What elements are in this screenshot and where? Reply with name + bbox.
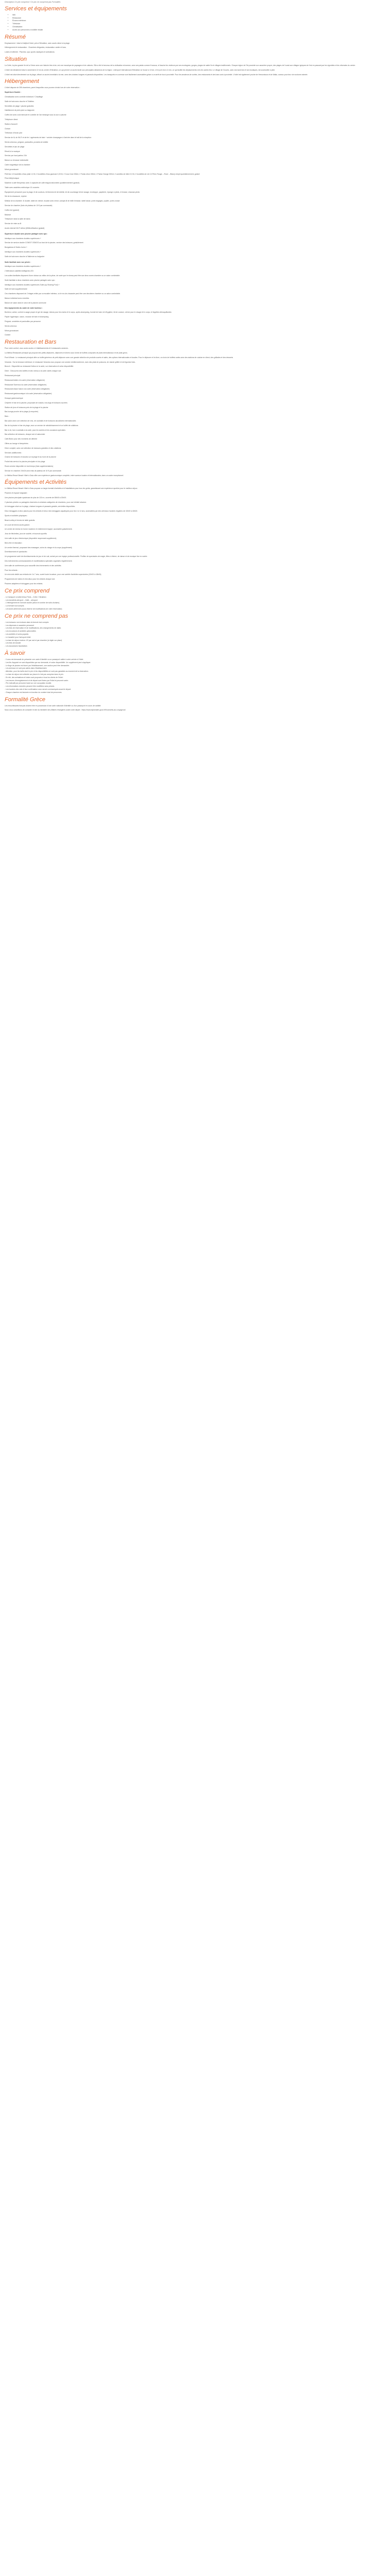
restauration-paragraph: Bar de la piscine et bar de plage, avec un service de rafraîchissement et un buffet de collations [5, 424, 78, 427]
asavoir-item: - Chaque chambre est facturée en fonction du nombre total de personnes. [5, 691, 62, 693]
loisirs-paragraph: Sports et activités physiques : [5, 515, 28, 517]
services-section [5, 6, 386, 32]
room-feature: Télévision d'écran plat [5, 132, 22, 134]
asavoir-item: - Les animaux ne sont pas admis dans l'établissement. [5, 667, 47, 670]
loisirs-paragraph: Piscines et espace baignade : [5, 492, 28, 495]
resume-section [5, 34, 386, 54]
restauration-paragraph: La Mékka Restaurant principal qui propose des petits-déjeuners, déjeuners et dîners sous forme de buffets composés de plats internationaux et de plats grecs. [5, 351, 128, 354]
room-feature: Set de la chaussure, repérer [5, 195, 27, 198]
situation-section [5, 56, 386, 76]
loisirs-paragraph: Une salle de jeux électronique (disponible moyennant supplément). [5, 537, 57, 540]
room-feature: Cloison [5, 127, 11, 130]
restauration-paragraph: Pomi Wheat : Le restaurant principal offre un buffet généreux de petit-déjeuner avec une grande sélection de produits sucrés et salés, des options internationales et locales. Pour le déjeuner et le dîner, un choix de buffets variés avec des stations de cuisine en direct, des grillades et des desserts. [5, 356, 234, 359]
loisirs-paragraph: Bien-être et relaxation : [5, 541, 23, 544]
restauration-paragraph: Restaurant Asian fusion à la carte (réservation obligatoire) [5, 388, 50, 391]
room2-feature: Service de service double CONSIT OSMOS au bord de la piscine, service des boissons, gratuitement [5, 242, 84, 244]
loisirs-text [5, 487, 386, 586]
asavoir-section [5, 650, 386, 694]
formalites-text [5, 705, 386, 713]
asavoir-item: - Les informations données peuvent être modifiées sans préavis. [5, 685, 55, 688]
loisirs-paragraph: 2 piscines privées ou partagées réservées à certaines catégories de chambres, pour une intimité absolue. [5, 501, 87, 503]
room-feature: Serviettes et jeu de plage [5, 145, 25, 148]
room-feature: Table avec assiettes météorique 10 couverts [5, 186, 39, 189]
prix-exclus-section [5, 613, 386, 648]
page [0, 0, 391, 718]
loisirs-paragraph: Piscines adaptées et toboggans pour les enfants. [5, 583, 43, 585]
equipement-item: Cuisine [5, 334, 11, 336]
room-feature: Accès internet Wi-Fi début (Wifi/notification (gratuit) [5, 227, 45, 230]
room3-type-title: Suite familiale avec vue privée : [5, 261, 31, 263]
room-feature: Service par haut parleur 24h [5, 155, 27, 157]
service-item: • Restaurant [12, 17, 386, 20]
prix-inclus-item: - La formule tout compris [5, 605, 24, 607]
room3-feature: Ces chambres disposent de 2 étages reliés par un escalier intérieur, où le rez-de-chaussée peut être une deuxième chambre ou un salon confortable. [5, 293, 121, 295]
room-feature: Climatisation avec contrôle individuel / Chauffage [5, 95, 43, 98]
restauration-section [5, 339, 386, 477]
loisirs-paragraph: Programmes de loisirs et mini-disco pour les enfants chaque soir. [5, 578, 55, 581]
room-feature: Coffre-fort (gratuit) [5, 209, 19, 211]
loisirs-title: Équipements et Activités [5, 479, 67, 486]
tabs-description: Description Ce prix comprend / Ce prix ne comprend pas Formalités [5, 1, 61, 3]
room2-features [5, 238, 386, 259]
service-item: • Télévision [12, 23, 386, 26]
room3-feature: Suite familiale à deux chambres avec piscine partagée avec spa : [5, 279, 56, 281]
loisirs-paragraph: Un court de tennis accès gratuit. [5, 523, 30, 526]
restauration-paragraph: Bar à vin, bar à cocktails à la carte, pour les soirées et les occasions spéciales [5, 429, 66, 431]
loisirs-paragraph: Un centre thermal, proposant des massages, soins du visage et du corps (supplément). [5, 546, 73, 549]
asavoir-item: - La taxe de séjour est collectée sur place et n'est pas comprise dans le prix. [5, 673, 64, 675]
prix-inclus-item: - L'hébergement en formule double (selon le nombre de nuits choisies) [5, 602, 60, 604]
room-feature: Balance [5, 213, 11, 216]
room3-features [5, 265, 386, 304]
prix-exclus-item: - Les dépenses à caractère personnel [5, 624, 34, 626]
equipement-item: Papier hygiénique, savon, mousse de bain et shampoing [5, 316, 49, 318]
room-feature: Salle de bain avec douche et Toilettes [5, 100, 34, 103]
room3-feature: Identique aux chambres doubles supérieures + [5, 265, 41, 268]
prix-inclus-item: - Les transferts aéroport – hôtel – aéroport [5, 599, 38, 601]
situation-text [5, 64, 386, 76]
room3-feature: 2 téléviseurs satellite intelligents LED [5, 270, 34, 273]
hebergement-section [5, 78, 386, 304]
restauration-paragraph: Service en chambre 24h/24 avec frais de plateau de 10 € par commande. [5, 469, 62, 472]
room3-feature: Salle de bain supplémentaire [5, 288, 27, 291]
resume-title: Résumé [5, 33, 26, 40]
prix-exclus-item: - Les frais de réservation et de modifications, des changements de dates [5, 627, 61, 630]
room3-feature: Les suites familiales disposent d'une cloison au milieu de la pièce, de sorte que le niveau peut être aux deux zones chambre ou un salon confortable. [5, 275, 120, 277]
restauration-paragraph: Restaurant italien à la carte (réservation obligatoire) [5, 379, 45, 381]
hebergement-intro: L'hôtel dispose de 395 chambres, parmi lesquelles vous pourrez choisir lors de votre réservation : [5, 87, 80, 89]
equipement-item: Miroir grossissant [5, 329, 19, 332]
room-feature: Miroir grossissant [5, 168, 19, 171]
restauration-paragraph: Offres au lounge et tempérées [5, 442, 28, 445]
asavoir-item: - Les horaires des vols et leur confirmation vous seront communiqués avant le départ. [5, 688, 71, 690]
services-list [5, 14, 386, 32]
room-feature: Balcon ou terrasse individuelle [5, 159, 28, 162]
loisirs-paragraph: Jeux de fléchettes, jeux de société, et tournois sportifs. [5, 533, 47, 535]
restauration-paragraph: Chariot de boissons et snacks sur la plage et au bord de la piscine [5, 456, 56, 459]
room-type-title: Supérieure Double : [5, 91, 22, 94]
prix-inclus-section [5, 588, 386, 611]
service-item: • Écrans extérieurs [12, 20, 386, 23]
room-feature: Réveil à la musique [5, 150, 20, 152]
restauration-paragraph: Kiosque gastronomique [5, 397, 23, 399]
prix-exclus-item: - Les boissons non incluses dans la formule tout compris [5, 621, 49, 623]
resume-paragraph: Emplacement : Ideal à Kallyfort Hotel, près d'Héraklion, avec accès direct à la plage. [5, 42, 70, 44]
restauration-paragraph: Restaurant Taverna à la carte (réservation obligatoire) [5, 383, 46, 386]
equipements-section [5, 307, 386, 337]
prix-exclus-list [5, 621, 386, 648]
loisirs-paragraph: Une piscine principale spacieuse de plus de 130 m², ouverte de 08h00 à 20h00. [5, 496, 67, 499]
situation-title: Situation [5, 56, 27, 62]
room-feature: Prise téléphonique [5, 177, 20, 180]
services-title: Services et équipements [5, 5, 67, 12]
room-feature: Coffre-fort avec coût mensuel et contrôle de l'air échangé sous la cour à piscine [5, 114, 67, 116]
room3-feature: Balcon de salon dans le cœur de la piscine commune [5, 301, 46, 304]
equipement-item: Sèche-cheveux [5, 325, 17, 327]
restauration-paragraph: Room-service disponible en tout temps (frais supplémentaires) [5, 465, 54, 467]
prix-exclus-item: - Les activités et soins payants [5, 633, 29, 635]
asavoir-item: - Prix indicatif par personne basé sur une occupation double. [5, 682, 52, 685]
room-feature: Équipement personnel pour la plage, lit de couleurs, kit femmes kit de toilette, kit de coucheage kit de rasage, enveloppe, papeterie, éponge à pieds, et brosse, chausse-pieds [5, 191, 140, 193]
service-item: • Climatisation [12, 26, 386, 29]
restauration-paragraph: Services additionnels : [5, 451, 22, 454]
prix-inclus-title: Ce prix comprend [5, 587, 50, 594]
room-feature: Sèche-cheveux, peignoir, pantoufles, produits de toilette [5, 141, 48, 143]
equipement-item: Peignoir, serviettes et pantoufles par personne [5, 320, 41, 323]
room-feature: Machine à café Nespresso avec 4 capsules de café réapprovisionnées quotidiennement (gratuit) [5, 182, 79, 184]
prix-exclus-item: - La taxe de séjour environ 4 € par nuit et par chambre (à régler sur place) [5, 639, 62, 641]
service-item: • Wifi [12, 14, 386, 17]
formalites-title: Formalité Grèce [5, 696, 45, 703]
restauration-paragraph: Veranda : Sur la terrasse extérieure, le restaurant Veranda vous propose une cuisine méditerranéenne, avec des plats de poissons, de viande grillée et de légumes frais. [5, 361, 136, 363]
equipements-list [5, 316, 386, 337]
restauration-paragraph: Fruits frais servis à la piscine principale et à la plage [5, 461, 45, 463]
prix-exclus-item: - Le transfert pour l'aéroport-hôtel [5, 636, 31, 638]
prix-inclus-item: - Les taxes aériennes (sous réserve de modifications de votre réservation) [5, 608, 62, 611]
room2-feature: Identique aux chambres doubles supérieures + [5, 251, 41, 253]
loisirs-paragraph: Une salle de conférences pour accueillir des événements et des activités. [5, 564, 62, 567]
loisirs-paragraph: Un toboggan situé sur la plage, chaises longues et parasols gratuits, serviettes disponibles. [5, 505, 76, 508]
room-feature: Service de mise au lit [5, 223, 22, 225]
loisirs-paragraph: Des événements communautaires et manifestations spéciales organisés régulièrement. [5, 560, 73, 563]
hebergement-title: Hébergement [5, 78, 39, 85]
restauration-text [5, 347, 386, 477]
room-feature: Serviettes de plage / piscine gratuites [5, 105, 34, 107]
asavoir-item: - En été, des animations et loisirs sont proposés à tous les clients de l'hôtel. [5, 676, 63, 679]
restauration-title: Restauration et Bars [5, 339, 57, 346]
restauration-paragraph: Station de jeux et boissons près de la plage et la piscine [5, 406, 48, 409]
formalites-section [5, 697, 386, 713]
room-feature: Téléphone direct [5, 118, 18, 121]
equipements-intro: Bonheur, calme, confort à usage propre et gel de rasage, lotions pour les mains et le corps, après-shampoing, bonnet de bain, kit d'hygiène, kit de couture, crème pour le visage et le corps, et lingettes démaquillantes [5, 311, 172, 314]
equipements-title: Des équipements du cadre de votre bonheur : [5, 307, 43, 309]
formalites-line: Nous vous conseillons de consulter le site du ministère des Affaires étrangères avant votre départ : https://www.diplomatie.gouv.fr/fr/conseils-aux-voyageurs/ [5, 709, 126, 711]
restauration-paragraph: Restaurant gastronomique à la carte (réservation obligatoire) [5, 393, 52, 395]
asavoir-list [5, 658, 386, 694]
restauration-paragraph: Brunch : Disponible au restaurant Kallus en la carte, sur réservation et selon disponibilité. [5, 365, 74, 368]
loisirs-paragraph: Un mini-club dédié aux enfants de 4 à 7 ans, ouvert toute la saison, pour une variété d'activités supervisées (10h00 à 18h00). [5, 573, 102, 576]
room-feature: Station d'accueil [5, 123, 18, 125]
situation-paragraph: L'hôtel est idéalement situé à seulement 12 km du centre d'Héraklion, ce qui permet un accès facile aux principales attractions de la région. L'aéroport international d'Héraklion se trouve à 10 km, et le port est à 11 km, ce qui facilite les déplacements vers les autres îles. Le village de Gouves, avec ses tavernes et ses boutiques, est accessible à pied. [5, 69, 275, 71]
room-feature: Habillement de plein pied ou baignoire [5, 109, 35, 112]
prix-inclus-list [5, 596, 386, 611]
restauration-paragraph: Crêperie et bar de la piscine, proposant de snacks, hot-dogs et boissons sucrées [5, 401, 68, 404]
situation-paragraph: L'hôtel est situé directement sur la plage, offrant un accès immédiat à la mer, avec des chaises longues et parasols disponibles. Les transports en commun sont facilement accessibles grâce à un arrêt de bus à proximité. Pour les amateurs de sorties, des restaurants et des bars sont à proximité. L'hôtel est également proche de Hersonissos et de Malia, connus pour leur vie nocturne animée. [5, 73, 308, 76]
loisirs-paragraph: Beach-volley et tennis de table gratuits. [5, 519, 36, 521]
resume-paragraph: Hébergement et restauration : Chambres élégantes, restauration variée et bars. [5, 46, 67, 49]
room2-feature: Bungalows et Suites Junior + [5, 246, 27, 249]
room-features [5, 96, 386, 230]
loisirs-paragraph: Divertissement et spectacles : [5, 551, 28, 553]
prix-exclus-item: - Les excursions et activités optionnelles [5, 630, 36, 633]
loisirs-paragraph: Deux toboggans à deux places pour les enfants et deux mini-toboggans aquatiques pour les 4 à 12 ans, accessibles par des créneaux horaires réguliers de 10h00 à 18h00. [5, 510, 138, 513]
prix-exclus-title: Ce prix ne comprend pas [5, 613, 68, 619]
room3-feature: Identique aux chambres doubles supérieures Suite (sp Sharing Pool) + [5, 283, 60, 286]
room2-feature: Identique aux chambres doubles supérieures + [5, 237, 41, 240]
restauration-paragraph: Dîner : Découvrez des buffets et des menus à la carte variés chaque soir. [5, 370, 62, 372]
prix-inclus-item: - Le transport vol aller/retour Paris – Crète / Héraklion [5, 596, 46, 598]
room-feature: Service de chambre (frais de plateau de 10 € par commande) [5, 205, 53, 207]
restauration-paragraph: Bars : [5, 415, 9, 418]
restauration-paragraph: Pour votre confort, vous aurez accès à 4 établissements et 6 restaurants annexes. [5, 347, 69, 350]
loisirs-paragraph: Un programme varié de divertissements de jour et de nuit, animé par une équipe professionnelle. Profitez de spectacles de magie, fêtes à thème, de danse et de musique live en soirée. [5, 555, 148, 558]
restauration-paragraph: Bar-sélection de boissons, chaque soir et saisonnier [5, 433, 45, 436]
room3-feature: Balcon individuel avec meubles [5, 297, 29, 300]
loisirs-paragraph: Un centre de remise en forme moderne et entièrement équipé, accessible gratuitement. [5, 528, 73, 531]
loisirs-paragraph: Le Mékka Resort Beach Hôtel à Gaia propose un large éventail d'activités et d'installations pour tous les goûts, garantissant une expérience sportive pour le meilleur séjour. [5, 487, 138, 490]
service-item: • Accès aux personnes à mobilité réduite [12, 29, 386, 32]
asavoir-item: - Attention, pour les tarifs dont le prix et les disponibilités ne sont pas garanties au moment de la réservation. [5, 670, 89, 673]
asavoir-item: - Le linge de piscine est fourni par l'établissement, une caution peut être demandée. [5, 664, 70, 667]
restauration-paragraph: Bar-lounge proche de la plage (à emporter) [5, 411, 39, 413]
restauration-paragraph: Bar-salon avec une sélection de vins, de cocktails et de boissons alcoolisées internationales [5, 419, 76, 422]
restauration-paragraph: Café-Bistro pour des moments de détente [5, 438, 37, 440]
room-feature: Téléphone dans la salle de bains [5, 218, 30, 221]
asavoir-item: - Les heures d'enregistrement et de départ sont fixées par l'hôtel et peuvent varier. [5, 679, 69, 682]
room-feature: Minibar de la chambre: 4l double, table de chevet, boudoir avec miroir, canapé-lit de belle terrasse, table basse, porte-bagages, pupitre, porte-crosse [5, 200, 120, 202]
room-feature: Service de lit, de Wi-Fi et de fer / agréments de bain + arrivée champagne à l'arrivée dans le hall de la réception [5, 137, 91, 139]
asavoir-item: - Les lits d'appoint ne sont disponibles que sur demande, et selon disponibilité. Un supplément peut s'appliquer. [5, 661, 91, 664]
prix-exclus-item: - Les assurances facultatives [5, 645, 27, 648]
restauration-paragraph: Le Mékka Resort Beach Hôtel à Gaia offre une expérience gastronomique complète, entre saveurs locales et internationales, dans un cadre exceptionnel. [5, 474, 124, 477]
loisirs-paragraph: Pour les enfants : [5, 569, 19, 571]
room2-type-title: Supérieure double avec piscine partagée avec spa : [5, 232, 48, 235]
resume-text [5, 42, 386, 54]
loisirs-section [5, 479, 386, 586]
restauration-paragraph: Dîner complet, avec une sélection de boissons gratuites et des collations [5, 447, 61, 449]
asavoir-item: - Il vous est demandé de présenter une carte d'identité ou un passeport valide à votre arrivée à l'hôtel. [5, 658, 84, 660]
room2-feature: Salle de bain avec douche à l'italienne ou baignoire [5, 255, 45, 258]
restauration-paragraph: Restaurant principal [5, 374, 21, 377]
formalites-line: Les ressortissants français doivent être en possession d'une carte nationale d'identité ou d'un passeport en cours de validité. [5, 704, 102, 707]
room-feature: Carte magnétique de la chambre [5, 163, 30, 166]
prix-exclus-item: - Les frais de dossier [5, 642, 21, 645]
asavoir-title: À savoir [5, 650, 25, 656]
situation-paragraph: La Crète, la plus grande île de la Grèce avec une histoire très riche, est une mosaïque de paysages et de cultures. Elle a été le berceau de la civilisation minoenne, avec ses palais comme Knossos, et fascine les visiteurs par ses montagnes, gorges, plages de sable fin et villages traditionnels. Chaque région de l'île possède son caractère propre, des plages de l'ouest aux villages typiques de l'est en passant par les vignobles et les oliveraies du centre. [5, 64, 356, 66]
room-feature: Petit lion 12 bouteilles d'eau plate 1,5 lit, 2 bouteilles d'eau gazeuse 0,33 lit, 2 Coca Cola 330ml, 2 Fanta citron 330ml, 2 Fanta Orange 330ml, 2 canettes de bière 0,5 lit, 2 bouteilles de vin 0,375ml, Rouge – Rosé – Blanc) rempli quotidiennement, gratuit [5, 173, 200, 175]
resume-paragraph: Loisirs et détente : Piscines, spa, sports nautiques et animations. [5, 51, 55, 54]
